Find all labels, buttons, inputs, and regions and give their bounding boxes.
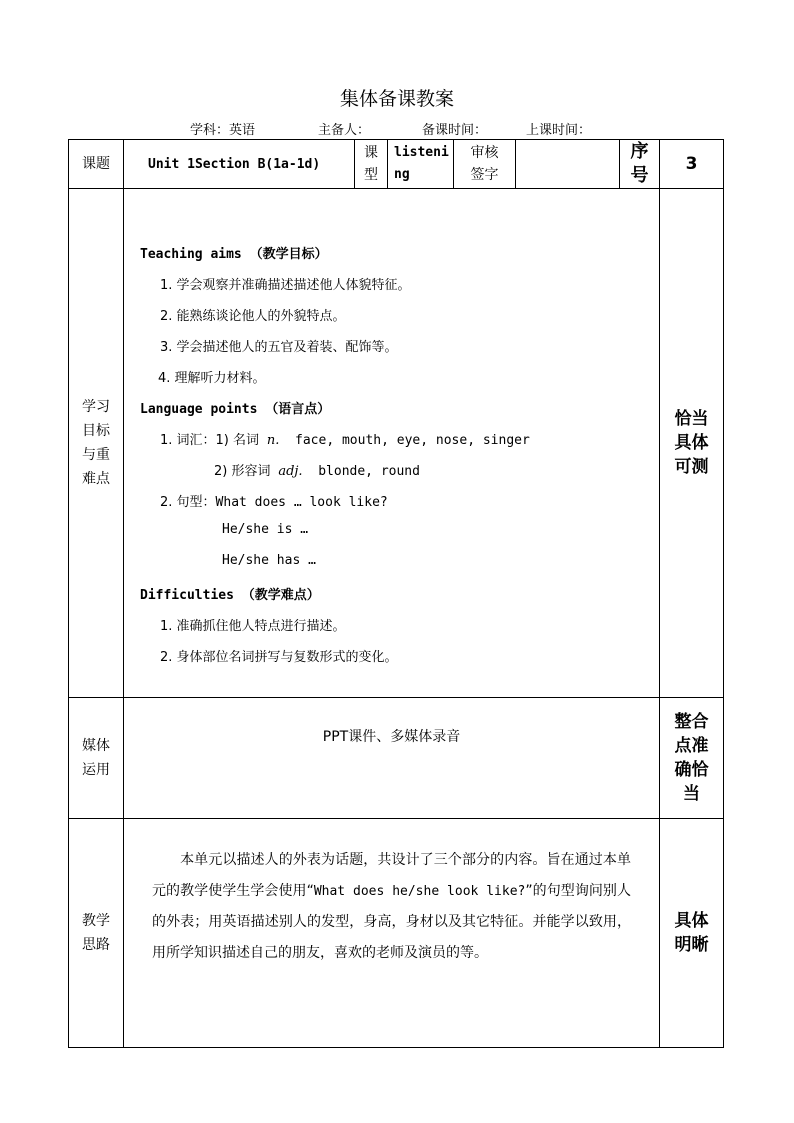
teaching-aims-en: Teaching aims — [140, 247, 242, 262]
aim-item: 1. 学会观察并准确描述描述他人体貌特征。 — [160, 278, 411, 293]
class-time-label: 上课时间： — [526, 123, 592, 138]
type-value-line-1: listeni — [394, 145, 449, 160]
sentence-prefix: 2. 句型： — [160, 495, 216, 510]
aim-item: 3. 学会描述他人的五官及着装、配饰等。 — [160, 340, 398, 355]
language-points-heading — [140, 398, 330, 417]
thinking-paragraph — [124, 819, 659, 969]
goals-label-line: 学习 — [82, 399, 110, 415]
topic-value: Unit 1Section B(1a-1d) — [124, 140, 355, 189]
vocab-noun-line — [160, 429, 530, 448]
aim-item: 4. 理解听力材料。 — [158, 371, 266, 386]
difficulty-item: 1. 准确抓住他人特点进行描述。 — [160, 619, 346, 634]
seq-label-line-1: 序 — [630, 141, 649, 162]
type-label-line-1: 课 — [364, 145, 378, 161]
vocab-adj-line — [214, 460, 420, 479]
thinking-content — [124, 819, 660, 1048]
type-value-line-2: ng — [394, 167, 410, 182]
page-title: 集体备课教案 — [339, 88, 454, 110]
goals-row — [69, 189, 724, 698]
difficulties-heading — [140, 584, 320, 603]
media-comment-line: 当 — [683, 784, 700, 804]
thinking-text-part-2: ”的句型询问别人的外表；用英语描述别人的发型，身高，身材以及其它特征。并能学以致用，用所学知识描述自己的朋友，喜欢的老师及演员的等。 — [152, 883, 631, 961]
thinking-comment — [660, 819, 724, 1048]
media-label-line: 运用 — [82, 762, 110, 778]
sentence-pattern-1: What does … look like? — [215, 495, 388, 510]
adj-prefix: 2) 形容词 — [214, 464, 271, 479]
noun-abbr: n. — [266, 433, 280, 448]
thinking-label-line: 思路 — [82, 937, 110, 953]
goals-comment-line: 可测 — [674, 457, 709, 477]
lesson-plan-table — [68, 139, 724, 1048]
type-label-line-2: 型 — [364, 167, 378, 183]
type-value — [388, 140, 454, 189]
thinking-text-part-1: 本单元以描述人的外表为话题，共设计了三个部分的内容。旨在通过本单元的教学使学生学会使用“ — [152, 852, 631, 899]
media-label-line: 媒体 — [82, 738, 110, 754]
sentence-pattern-2: He/she is … — [222, 522, 309, 537]
type-label — [355, 140, 388, 189]
goals-comment-line: 具体 — [674, 433, 709, 453]
aim-item: 2. 能熟练谈论他人的外貌特点。 — [160, 309, 346, 324]
seq-label-line-2: 号 — [630, 165, 649, 186]
prep-time-label: 备课时间： — [422, 123, 488, 138]
adj-list: blonde, round — [318, 464, 420, 479]
media-value: PPT课件、多媒体录音 — [124, 698, 660, 819]
goals-label-line: 难点 — [82, 471, 110, 487]
difficulties-cn: （教学难点） — [241, 588, 320, 603]
teaching-aims-cn: （教学目标） — [249, 247, 328, 262]
media-comment-line: 点准 — [674, 736, 709, 756]
media-label — [69, 698, 124, 819]
media-comment-line: 确恰 — [674, 760, 709, 780]
review-label — [454, 140, 516, 189]
goals-comment — [660, 189, 724, 698]
thinking-text-en: What does he/she look like? — [313, 884, 526, 899]
goals-label-line: 与重 — [82, 447, 110, 463]
review-label-line-1: 审核 — [470, 145, 499, 161]
review-signature — [516, 140, 620, 189]
preparer-label: 主备人： — [318, 123, 371, 138]
difficulty-item: 2. 身体部位名词拼写与复数形式的变化。 — [160, 650, 398, 665]
review-label-line-2: 签字 — [470, 167, 499, 183]
topic-label: 课题 — [69, 140, 124, 189]
language-points-en: Language points — [140, 402, 258, 417]
sentence-line — [160, 491, 388, 510]
teaching-aims-heading — [140, 243, 328, 262]
seq-value: 3 — [660, 140, 724, 189]
goals-label — [69, 189, 124, 698]
vocab-prefix: 1. 词汇：1) 名词 — [160, 433, 260, 448]
goals-comment-line: 恰当 — [674, 409, 709, 429]
subject-label: 学科：英语 — [190, 123, 256, 138]
header-row — [69, 140, 724, 189]
thinking-comment-line: 明晰 — [674, 935, 709, 955]
adj-abbr: adj. — [278, 464, 303, 479]
goals-label-line: 目标 — [82, 423, 110, 439]
media-row — [69, 698, 724, 819]
media-comment-line: 整合 — [674, 712, 709, 732]
thinking-label-line: 教学 — [82, 913, 110, 929]
noun-list: face, mouth, eye, nose, singer — [295, 433, 530, 448]
language-points-cn: （语言点） — [265, 402, 331, 417]
difficulties-en: Difficulties — [140, 588, 234, 603]
media-comment — [660, 698, 724, 819]
goals-content — [124, 189, 660, 698]
thinking-row — [69, 819, 724, 1048]
sentence-pattern-3: He/she has … — [222, 553, 316, 568]
thinking-comment-line: 具体 — [674, 911, 709, 931]
seq-label — [620, 140, 660, 189]
thinking-label — [69, 819, 124, 1048]
